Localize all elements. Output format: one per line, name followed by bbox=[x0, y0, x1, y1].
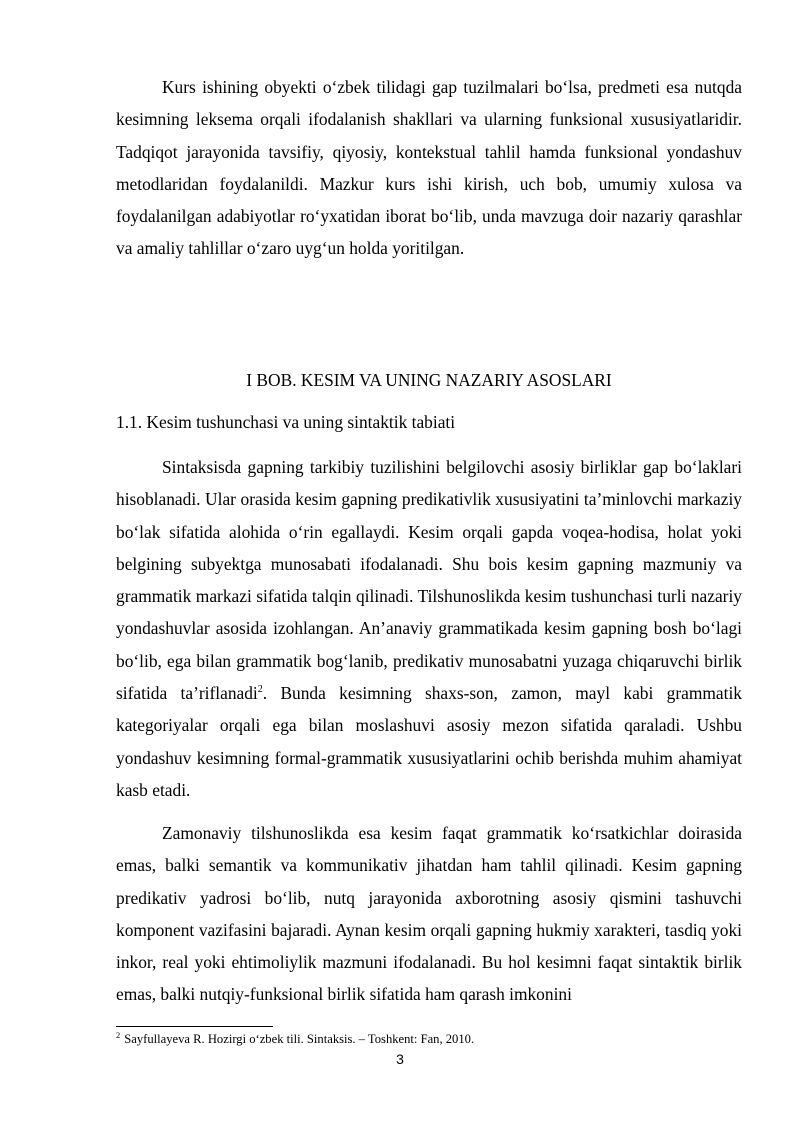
chapter-heading: I BOB. KESIM VA UNING NAZARIY ASOSLARI bbox=[246, 370, 612, 390]
footnote-mark: 2 bbox=[116, 1029, 121, 1040]
paragraph-modern-view: Zamonaviy tilshunoslikda esa kesim faqat grammatik koʻrsatkichlar doirasida emas, balki semantik va kommunikativ jihatdan ham tahlil qilinadi. Kesim gapning predikativ yadrosi boʻlib, nutq jarayonida axborotning asosiy qismini tashuvchi komponent vazifasini bajaradi. Aynan kesim orqali gapning hukmiy xarakteri, tasdiq yoki inkor, real yoki ehtimoliylik mazmuni ifodalanadi. Bu hol kesimni faqat sintaktik birlik emas, balki nutqiy-funksional birlik sifatida ham qarash imkonini bbox=[116, 823, 742, 1005]
intro-paragraph: Kurs ishining obyekti oʻzbek tilidagi gap tuzilmalari boʻlsa, predmeti esa nutqda kesimning leksema orqali ifodalanish shakllari va ularning funksional xususiyatlaridir. Tadqiqot jarayonida tavsifiy, qiyosiy, kontekstual tahlil hamda funksional yondashuv metodlaridan foydalanildi. Mazkur kurs ishi kirish, uch bob, umumiy xulosa va foydalanilgan adabiyotlar roʻyxatidan iborat boʻlib, unda mavzuga doir nazariy qarashlar va amaliy tahlillar oʻzaro uygʻun holda yoritilgan. bbox=[116, 77, 742, 259]
footnote-text: Sayfullayeva R. Hozirgi oʻzbek tili. Sintaksis. – Toshkent: Fan, 2010. bbox=[124, 1032, 475, 1046]
paragraph-definition bbox=[116, 451, 742, 806]
footnote-divider bbox=[116, 1026, 273, 1027]
paragraph-text-part1: Sintaksisda gapning tarkibiy tuzilishini belgilovchi asosiy birliklar gap boʻlaklari hisoblanadi. Ular orasida kesim gapning predikativlik xususiyatini taʼminlovchi markaziy boʻlak sifatida alohida oʻrin egallaydi. Kesim orqali gapda voqea-hodisa, holat yoki belgining subyektga munosabati ifodalanadi. Shu bois kesim gapning mazmuniy va grammatik markazi sifatida talqin qilinadi. Tilshunoslikda kesim tushunchasi turli nazariy yondashuvlar asosida izohlangan. Anʼanaviy grammatikada kesim gapning bosh boʻlagi boʻlib, ega bilan grammatik bogʻlanib, predikativ munosabatni yuzaga chiqaruvchi birlik sifatida taʼriflanadi bbox=[116, 457, 742, 704]
page-number: 3 bbox=[396, 1051, 404, 1067]
footnote-reference[interactable]: 2 bbox=[257, 684, 263, 696]
footnote bbox=[116, 1031, 742, 1047]
section-heading: 1.1. Kesim tushunchasi va uning sintaktik tabiati bbox=[116, 412, 456, 432]
paragraph-text-part2: . Bunda kesimning shaxs-son, zamon, mayl kabi grammatik kategoriyalar orqali ega bilan moslashuvi asosiy mezon sifatida qaraladi. Ushbu yondashuv kesimning formal-grammatik xususiyatlarini ochib berishda muhim ahamiyat kasb etadi. bbox=[116, 683, 742, 800]
